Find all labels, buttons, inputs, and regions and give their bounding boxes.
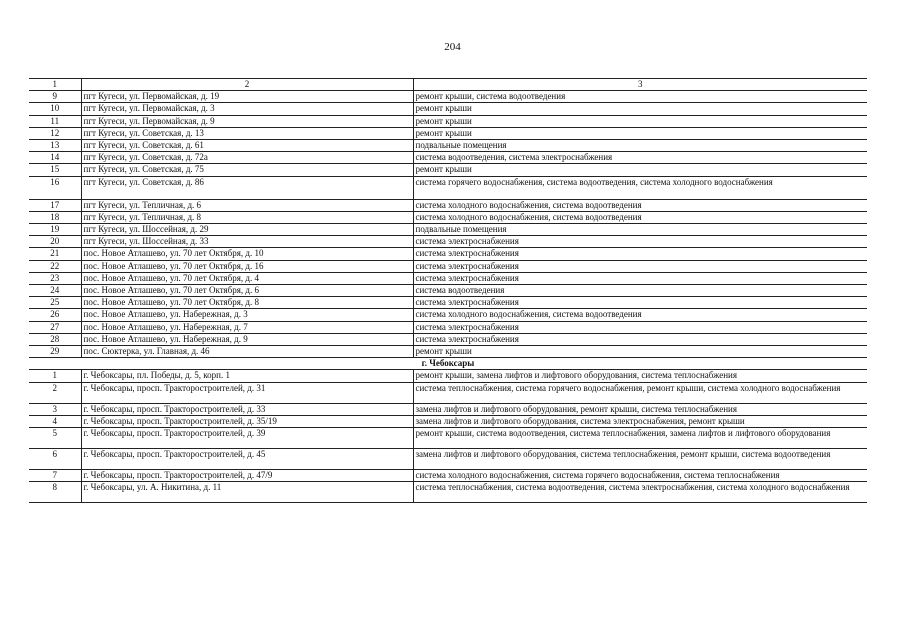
table-row: [29, 91, 867, 103]
row-number: 15: [29, 164, 81, 176]
header-cell-2: 2: [81, 79, 413, 91]
row-address: пос. Новое Атлашево, ул. 70 лет Октября, д. 16: [81, 260, 413, 272]
table-row: [29, 346, 867, 358]
row-works: ремонт крыши: [413, 115, 867, 127]
row-number: 13: [29, 140, 81, 152]
row-address: пос. Новое Атлашево, ул. 70 лет Октября, д. 4: [81, 272, 413, 284]
table-row: [29, 428, 867, 449]
row-number: 21: [29, 248, 81, 260]
row-number: 24: [29, 285, 81, 297]
row-number: 23: [29, 272, 81, 284]
row-works: ремонт крыши: [413, 127, 867, 139]
header-row: [29, 79, 867, 91]
row-address: пгт Кугеси, ул. Шоссейная, д. 29: [81, 224, 413, 236]
table-row: [29, 236, 867, 248]
table-row: [29, 260, 867, 272]
row-works: система водоотведения: [413, 285, 867, 297]
row-address: г. Чебоксары, просп. Тракторостроителей, д. 33: [81, 403, 413, 415]
row-works: система холодного водоснабжения, система водоотведения: [413, 211, 867, 223]
row-works: ремонт крыши: [413, 164, 867, 176]
row-works: ремонт крыши: [413, 346, 867, 358]
row-number: 12: [29, 127, 81, 139]
row-address: пос. Сюктерка, ул. Главная, д. 46: [81, 346, 413, 358]
row-number: 7: [29, 470, 81, 482]
row-works: замена лифтов и лифтового оборудования, ремонт крыши, система теплоснабжения: [413, 403, 867, 415]
row-address: г. Чебоксары, просп. Тракторостроителей, д. 45: [81, 449, 413, 470]
row-number: 6: [29, 449, 81, 470]
row-number: 16: [29, 176, 81, 199]
row-number: 29: [29, 346, 81, 358]
row-address: пгт Кугеси, ул. Советская, д. 13: [81, 127, 413, 139]
row-works: система электроснабжения: [413, 236, 867, 248]
row-works: система холодного водоснабжения, система водоотведения: [413, 199, 867, 211]
row-works: система электроснабжения: [413, 248, 867, 260]
table-row: [29, 470, 867, 482]
table-row: [29, 449, 867, 470]
row-works: подвальные помещения: [413, 140, 867, 152]
table-row: [29, 333, 867, 345]
table-row: [29, 272, 867, 284]
row-address: пгт Кугеси, ул. Тепличная, д. 8: [81, 211, 413, 223]
row-address: пос. Новое Атлашево, ул. Набережная, д. 3: [81, 309, 413, 321]
row-number: 5: [29, 428, 81, 449]
row-address: пос. Новое Атлашево, ул. Набережная, д. 7: [81, 321, 413, 333]
row-number: 14: [29, 152, 81, 164]
row-number: 9: [29, 91, 81, 103]
row-works: система электроснабжения: [413, 321, 867, 333]
table-row: [29, 164, 867, 176]
row-number: 2: [29, 382, 81, 403]
row-works: система холодного водоснабжения, система горячего водоснабжения, система теплоснабжения: [413, 470, 867, 482]
row-number: 25: [29, 297, 81, 309]
row-address: г. Чебоксары, просп. Тракторостроителей, д. 39: [81, 428, 413, 449]
row-number: 18: [29, 211, 81, 223]
row-address: пгт Кугеси, ул. Первомайская, д. 3: [81, 103, 413, 115]
row-address: пгт Кугеси, ул. Советская, д. 72а: [81, 152, 413, 164]
table-row: [29, 321, 867, 333]
row-address: пгт Кугеси, ул. Шоссейная, д. 33: [81, 236, 413, 248]
table-row: [29, 127, 867, 139]
table-row: [29, 140, 867, 152]
repair-table-body: [29, 79, 867, 503]
row-works: система теплоснабжения, система горячего водоснабжения, ремонт крыши, система холодного водоснабжения: [413, 382, 867, 403]
row-address: г. Чебоксары, просп. Тракторостроителей, д. 35/19: [81, 415, 413, 427]
row-number: 4: [29, 415, 81, 427]
header-cell-1: 1: [29, 79, 81, 91]
row-address: пгт Кугеси, ул. Первомайская, д. 19: [81, 91, 413, 103]
row-works: система горячего водоснабжения, система водоотведения, система холодного водоснабжения: [413, 176, 867, 199]
row-works: система электроснабжения: [413, 297, 867, 309]
table-row: [29, 297, 867, 309]
row-address: г. Чебоксары, просп. Тракторостроителей, д. 31: [81, 382, 413, 403]
row-number: 3: [29, 403, 81, 415]
row-works: система холодного водоснабжения, система водоотведения: [413, 309, 867, 321]
row-works: замена лифтов и лифтового оборудования, система теплоснабжения, ремонт крыши, система водоотведения: [413, 449, 867, 470]
table-row: [29, 285, 867, 297]
row-works: ремонт крыши, система водоотведения, система теплоснабжения, замена лифтов и лифтового оборудования: [413, 428, 867, 449]
row-address: г. Чебоксары, пл. Победы, д. 5, корп. 1: [81, 370, 413, 382]
row-number: 22: [29, 260, 81, 272]
row-number: 19: [29, 224, 81, 236]
row-works: система электроснабжения: [413, 272, 867, 284]
row-address: пос. Новое Атлашево, ул. 70 лет Октября, д. 10: [81, 248, 413, 260]
page-number: 204: [444, 41, 461, 53]
row-works: подвальные помещения: [413, 224, 867, 236]
row-number: 10: [29, 103, 81, 115]
row-number: 11: [29, 115, 81, 127]
row-works: система электроснабжения: [413, 260, 867, 272]
table-row: [29, 176, 867, 199]
row-number: 8: [29, 482, 81, 503]
row-address: пгт Кугеси, ул. Советская, д. 75: [81, 164, 413, 176]
table-row: [29, 152, 867, 164]
row-number: 1: [29, 370, 81, 382]
row-works: система теплоснабжения, система водоотведения, система электроснабжения, система холодного водоснабжения: [413, 482, 867, 503]
repair-table: [29, 78, 867, 503]
row-address: пгт Кугеси, ул. Тепличная, д. 6: [81, 199, 413, 211]
row-address: г. Чебоксары, ул. А. Никитина, д. 11: [81, 482, 413, 503]
row-number: 26: [29, 309, 81, 321]
row-address: пос. Новое Атлашево, ул. Набережная, д. 9: [81, 333, 413, 345]
table-row: [29, 415, 867, 427]
header-cell-3: 3: [413, 79, 867, 91]
row-address: пгт Кугеси, ул. Советская, д. 86: [81, 176, 413, 199]
table-row: [29, 382, 867, 403]
row-works: система водоотведения, система электроснабжения: [413, 152, 867, 164]
section-row: [29, 358, 867, 370]
row-works: замена лифтов и лифтового оборудования, система электроснабжения, ремонт крыши: [413, 415, 867, 427]
section-title: г. Чебоксары: [29, 358, 867, 370]
row-works: система электроснабжения: [413, 333, 867, 345]
table-row: [29, 115, 867, 127]
row-number: 20: [29, 236, 81, 248]
row-address: пгт Кугеси, ул. Первомайская, д. 9: [81, 115, 413, 127]
row-address: пгт Кугеси, ул. Советская, д. 61: [81, 140, 413, 152]
row-number: 28: [29, 333, 81, 345]
table-row: [29, 370, 867, 382]
row-works: ремонт крыши, система водоотведения: [413, 91, 867, 103]
table-row: [29, 103, 867, 115]
table-row: [29, 211, 867, 223]
row-address: г. Чебоксары, просп. Тракторостроителей, д. 47/9: [81, 470, 413, 482]
row-address: пос. Новое Атлашево, ул. 70 лет Октября, д. 8: [81, 297, 413, 309]
table-row: [29, 248, 867, 260]
row-number: 27: [29, 321, 81, 333]
table-row: [29, 199, 867, 211]
table-row: [29, 224, 867, 236]
row-address: пос. Новое Атлашево, ул. 70 лет Октября, д. 6: [81, 285, 413, 297]
table-row: [29, 482, 867, 503]
row-number: 17: [29, 199, 81, 211]
table-row: [29, 309, 867, 321]
table-row: [29, 403, 867, 415]
row-works: ремонт крыши, замена лифтов и лифтового оборудования, система теплоснабжения: [413, 370, 867, 382]
row-works: ремонт крыши: [413, 103, 867, 115]
